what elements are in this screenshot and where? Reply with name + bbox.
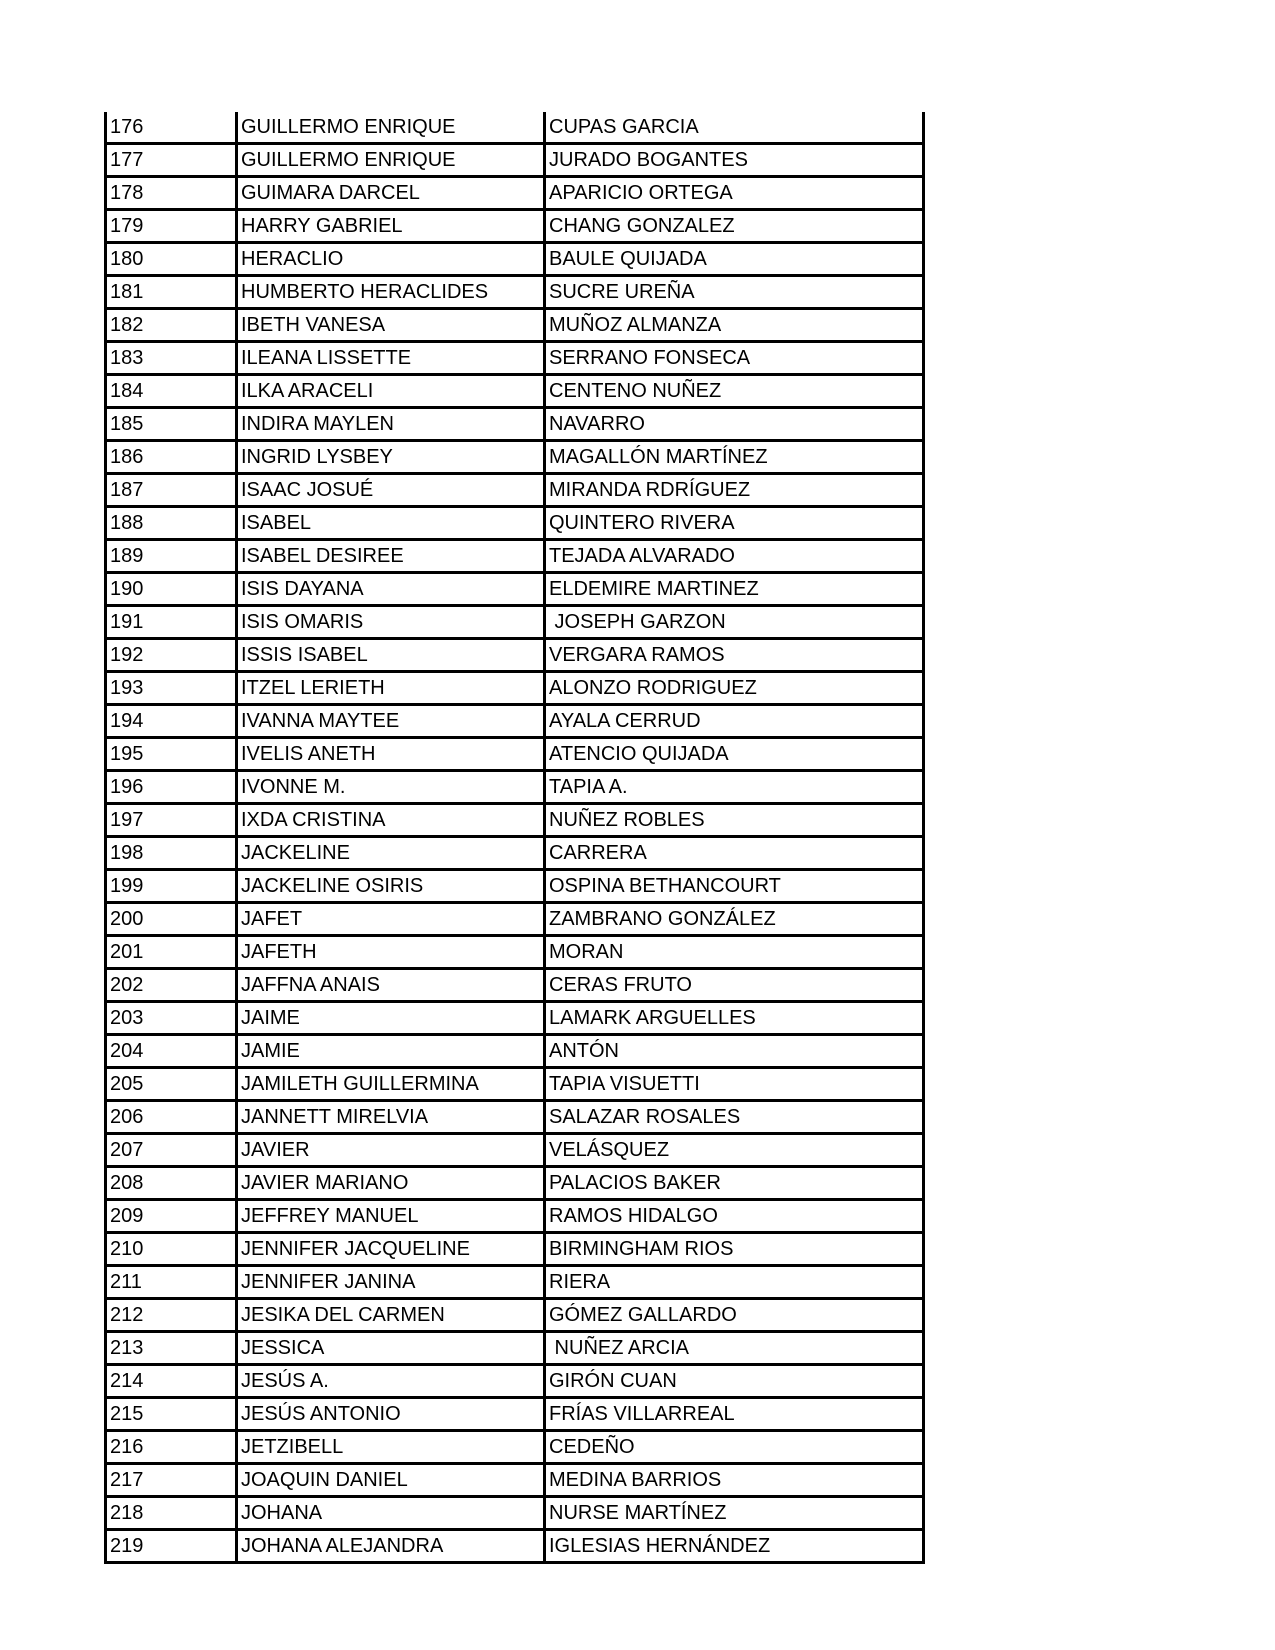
table-row (106, 1200, 924, 1233)
last-name-cell: CHANG GONZALEZ (545, 210, 924, 243)
last-name-cell: NAVARRO (545, 408, 924, 441)
row-number-cell: 189 (106, 540, 237, 573)
first-name-cell: JESÚS ANTONIO (237, 1398, 545, 1431)
first-name-cell: ISABEL DESIREE (237, 540, 545, 573)
name-table-body (106, 112, 924, 1563)
table-row (106, 573, 924, 606)
last-name-cell: TAPIA A. (545, 771, 924, 804)
table-row (106, 1299, 924, 1332)
row-number-cell: 196 (106, 771, 237, 804)
first-name-cell: JAMIE (237, 1035, 545, 1068)
last-name-cell: APARICIO ORTEGA (545, 177, 924, 210)
table-row (106, 375, 924, 408)
table-row (106, 342, 924, 375)
first-name-cell: JESSICA (237, 1332, 545, 1365)
last-name-cell: ZAMBRANO GONZÁLEZ (545, 903, 924, 936)
last-name-cell: BIRMINGHAM RIOS (545, 1233, 924, 1266)
table-row (106, 1233, 924, 1266)
last-name-cell: CARRERA (545, 837, 924, 870)
table-row (106, 1530, 924, 1563)
last-name-cell: TEJADA ALVARADO (545, 540, 924, 573)
first-name-cell: JAFET (237, 903, 545, 936)
table-row (106, 1167, 924, 1200)
last-name-cell: SERRANO FONSECA (545, 342, 924, 375)
first-name-cell: JETZIBELL (237, 1431, 545, 1464)
last-name-cell: MUÑOZ ALMANZA (545, 309, 924, 342)
first-name-cell: JAFETH (237, 936, 545, 969)
last-name-cell: LAMARK ARGUELLES (545, 1002, 924, 1035)
row-number-cell: 216 (106, 1431, 237, 1464)
table-row (106, 936, 924, 969)
table-row (106, 276, 924, 309)
first-name-cell: GUILLERMO ENRIQUE (237, 144, 545, 177)
table-row (106, 903, 924, 936)
last-name-cell: VERGARA RAMOS (545, 639, 924, 672)
row-number-cell: 186 (106, 441, 237, 474)
row-number-cell: 187 (106, 474, 237, 507)
first-name-cell: JAMILETH GUILLERMINA (237, 1068, 545, 1101)
table-row (106, 540, 924, 573)
first-name-cell: ILKA ARACELI (237, 375, 545, 408)
row-number-cell: 217 (106, 1464, 237, 1497)
last-name-cell: CERAS FRUTO (545, 969, 924, 1002)
first-name-cell: ITZEL LERIETH (237, 672, 545, 705)
last-name-cell: BAULE QUIJADA (545, 243, 924, 276)
first-name-cell: IXDA CRISTINA (237, 804, 545, 837)
last-name-cell: MEDINA BARRIOS (545, 1464, 924, 1497)
first-name-cell: IBETH VANESA (237, 309, 545, 342)
row-number-cell: 180 (106, 243, 237, 276)
last-name-cell: CUPAS GARCIA (545, 112, 924, 144)
table-row (106, 144, 924, 177)
last-name-cell: NUÑEZ ARCIA (545, 1332, 924, 1365)
last-name-cell: MORAN (545, 936, 924, 969)
first-name-cell: JENNIFER JACQUELINE (237, 1233, 545, 1266)
first-name-cell: IVANNA MAYTEE (237, 705, 545, 738)
table-row (106, 837, 924, 870)
last-name-cell: GIRÓN CUAN (545, 1365, 924, 1398)
table-row (106, 738, 924, 771)
table-row (106, 177, 924, 210)
first-name-cell: ISAAC JOSUÉ (237, 474, 545, 507)
table-row (106, 408, 924, 441)
table-row (106, 1035, 924, 1068)
table-row (106, 507, 924, 540)
row-number-cell: 194 (106, 705, 237, 738)
table-row (106, 309, 924, 342)
first-name-cell: JAIME (237, 1002, 545, 1035)
row-number-cell: 176 (106, 112, 237, 144)
row-number-cell: 193 (106, 672, 237, 705)
name-list-sheet (104, 112, 922, 1564)
table-row (106, 1134, 924, 1167)
first-name-cell: HARRY GABRIEL (237, 210, 545, 243)
table-row (106, 705, 924, 738)
row-number-cell: 219 (106, 1530, 237, 1563)
first-name-cell: JENNIFER JANINA (237, 1266, 545, 1299)
table-row (106, 441, 924, 474)
last-name-cell: NUÑEZ ROBLES (545, 804, 924, 837)
row-number-cell: 177 (106, 144, 237, 177)
first-name-cell: GUILLERMO ENRIQUE (237, 112, 545, 144)
row-number-cell: 212 (106, 1299, 237, 1332)
row-number-cell: 210 (106, 1233, 237, 1266)
first-name-cell: JESIKA DEL CARMEN (237, 1299, 545, 1332)
last-name-cell: JOSEPH GARZON (545, 606, 924, 639)
table-row (106, 672, 924, 705)
first-name-cell: JOAQUIN DANIEL (237, 1464, 545, 1497)
last-name-cell: FRÍAS VILLARREAL (545, 1398, 924, 1431)
last-name-cell: JURADO BOGANTES (545, 144, 924, 177)
last-name-cell: AYALA CERRUD (545, 705, 924, 738)
row-number-cell: 202 (106, 969, 237, 1002)
last-name-cell: PALACIOS BAKER (545, 1167, 924, 1200)
last-name-cell: ELDEMIRE MARTINEZ (545, 573, 924, 606)
last-name-cell: TAPIA VISUETTI (545, 1068, 924, 1101)
row-number-cell: 218 (106, 1497, 237, 1530)
first-name-cell: JESÚS A. (237, 1365, 545, 1398)
last-name-cell: GÓMEZ GALLARDO (545, 1299, 924, 1332)
last-name-cell: ANTÓN (545, 1035, 924, 1068)
row-number-cell: 204 (106, 1035, 237, 1068)
row-number-cell: 208 (106, 1167, 237, 1200)
last-name-cell: NURSE MARTÍNEZ (545, 1497, 924, 1530)
row-number-cell: 192 (106, 639, 237, 672)
first-name-cell: JAFFNA ANAIS (237, 969, 545, 1002)
table-row (106, 1332, 924, 1365)
last-name-cell: IGLESIAS HERNÁNDEZ (545, 1530, 924, 1563)
row-number-cell: 182 (106, 309, 237, 342)
table-row (106, 1101, 924, 1134)
row-number-cell: 183 (106, 342, 237, 375)
last-name-cell: RIERA (545, 1266, 924, 1299)
row-number-cell: 209 (106, 1200, 237, 1233)
row-number-cell: 191 (106, 606, 237, 639)
table-row (106, 1497, 924, 1530)
row-number-cell: 201 (106, 936, 237, 969)
table-row (106, 1464, 924, 1497)
name-table (104, 112, 925, 1564)
first-name-cell: ISIS OMARIS (237, 606, 545, 639)
table-row (106, 639, 924, 672)
row-number-cell: 215 (106, 1398, 237, 1431)
row-number-cell: 199 (106, 870, 237, 903)
last-name-cell: QUINTERO RIVERA (545, 507, 924, 540)
first-name-cell: JAVIER (237, 1134, 545, 1167)
last-name-cell: OSPINA BETHANCOURT (545, 870, 924, 903)
row-number-cell: 214 (106, 1365, 237, 1398)
row-number-cell: 184 (106, 375, 237, 408)
first-name-cell: JAVIER MARIANO (237, 1167, 545, 1200)
first-name-cell: JACKELINE OSIRIS (237, 870, 545, 903)
table-row (106, 870, 924, 903)
row-number-cell: 211 (106, 1266, 237, 1299)
row-number-cell: 207 (106, 1134, 237, 1167)
first-name-cell: IVELIS ANETH (237, 738, 545, 771)
table-row (106, 1398, 924, 1431)
first-name-cell: ISSIS ISABEL (237, 639, 545, 672)
last-name-cell: ATENCIO QUIJADA (545, 738, 924, 771)
first-name-cell: ISIS DAYANA (237, 573, 545, 606)
row-number-cell: 213 (106, 1332, 237, 1365)
table-row (106, 1431, 924, 1464)
first-name-cell: ISABEL (237, 507, 545, 540)
table-row (106, 210, 924, 243)
first-name-cell: JACKELINE (237, 837, 545, 870)
last-name-cell: CEDEÑO (545, 1431, 924, 1464)
row-number-cell: 197 (106, 804, 237, 837)
first-name-cell: HERACLIO (237, 243, 545, 276)
first-name-cell: INGRID LYSBEY (237, 441, 545, 474)
row-number-cell: 179 (106, 210, 237, 243)
row-number-cell: 200 (106, 903, 237, 936)
table-row (106, 1266, 924, 1299)
row-number-cell: 206 (106, 1101, 237, 1134)
first-name-cell: JEFFREY MANUEL (237, 1200, 545, 1233)
first-name-cell: JOHANA ALEJANDRA (237, 1530, 545, 1563)
table-row (106, 112, 924, 144)
first-name-cell: INDIRA MAYLEN (237, 408, 545, 441)
row-number-cell: 190 (106, 573, 237, 606)
first-name-cell: IVONNE M. (237, 771, 545, 804)
row-number-cell: 178 (106, 177, 237, 210)
table-row (106, 804, 924, 837)
table-row (106, 969, 924, 1002)
first-name-cell: JANNETT MIRELVIA (237, 1101, 545, 1134)
last-name-cell: RAMOS HIDALGO (545, 1200, 924, 1233)
last-name-cell: VELÁSQUEZ (545, 1134, 924, 1167)
last-name-cell: MAGALLÓN MARTÍNEZ (545, 441, 924, 474)
row-number-cell: 203 (106, 1002, 237, 1035)
row-number-cell: 185 (106, 408, 237, 441)
row-number-cell: 188 (106, 507, 237, 540)
last-name-cell: SUCRE UREÑA (545, 276, 924, 309)
table-row (106, 243, 924, 276)
first-name-cell: JOHANA (237, 1497, 545, 1530)
row-number-cell: 195 (106, 738, 237, 771)
row-number-cell: 205 (106, 1068, 237, 1101)
table-row (106, 1068, 924, 1101)
last-name-cell: CENTENO NUÑEZ (545, 375, 924, 408)
table-row (106, 1365, 924, 1398)
first-name-cell: HUMBERTO HERACLIDES (237, 276, 545, 309)
last-name-cell: SALAZAR ROSALES (545, 1101, 924, 1134)
table-row (106, 474, 924, 507)
last-name-cell: MIRANDA RDRÍGUEZ (545, 474, 924, 507)
table-row (106, 606, 924, 639)
first-name-cell: ILEANA LISSETTE (237, 342, 545, 375)
row-number-cell: 181 (106, 276, 237, 309)
last-name-cell: ALONZO RODRIGUEZ (545, 672, 924, 705)
first-name-cell: GUIMARA DARCEL (237, 177, 545, 210)
table-row (106, 771, 924, 804)
table-row (106, 1002, 924, 1035)
row-number-cell: 198 (106, 837, 237, 870)
